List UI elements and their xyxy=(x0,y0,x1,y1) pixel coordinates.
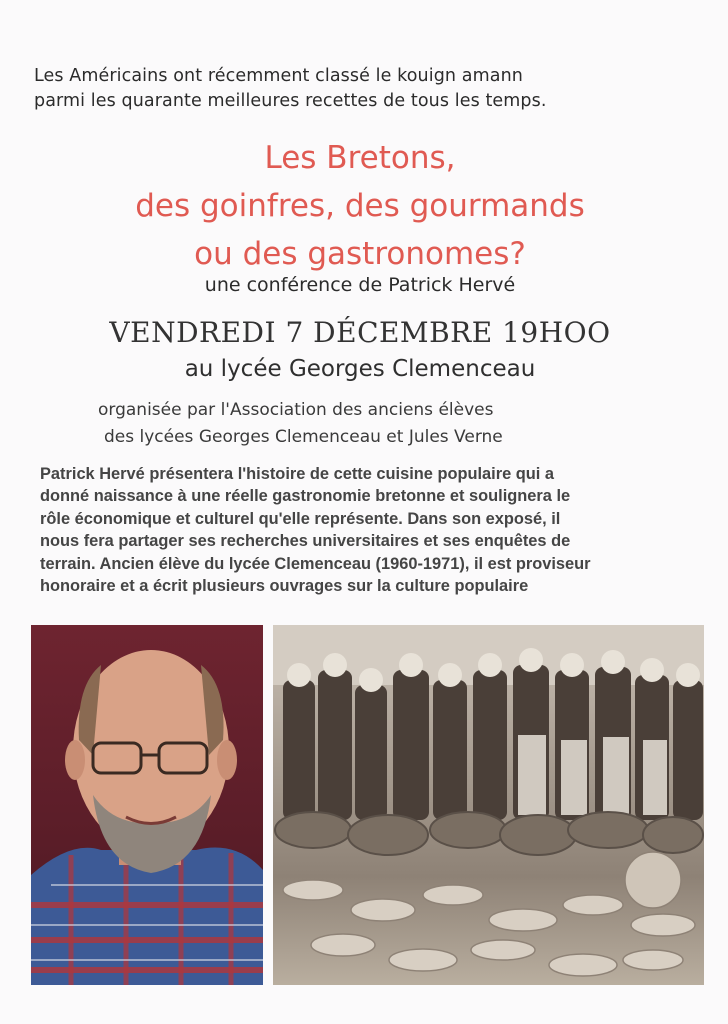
intro-line-1: Les Américains ont récemment classé le kouign amann xyxy=(34,66,523,86)
description-line-3: rôle économique et culturel qu'elle représente. Dans son exposé, il xyxy=(40,509,561,528)
speaker-portrait xyxy=(31,625,263,985)
organizer-line-1: organisée par l'Association des anciens élèves xyxy=(98,400,494,420)
event-venue: au lycée Georges Clemenceau xyxy=(184,356,536,382)
organizer xyxy=(40,397,680,451)
title-line-3: ou des gastronomes? xyxy=(194,236,526,272)
intro-line-2: parmi les quarante meilleures recettes de tous les temps. xyxy=(34,91,547,111)
description-line-6: honoraire et a écrit plusieurs ouvrages sur la culture populaire xyxy=(40,577,529,596)
historic-photo xyxy=(273,625,704,985)
description-line-5: terrain. Ancien élève du lycée Clemenceau (1960-1971), il est proviseur xyxy=(40,554,591,573)
historic-photo-illustration xyxy=(273,625,704,985)
intro-text xyxy=(34,64,704,114)
portrait-illustration xyxy=(31,625,263,985)
title-line-2: des goinfres, des gourmands xyxy=(135,188,585,224)
conference-title xyxy=(60,134,660,278)
description-line-4: nous fera partager ses recherches universitaires et ses enquêtes de xyxy=(40,532,571,551)
description-line-2: donné naissance à une réelle gastronomie bretonne et soulignera le xyxy=(40,487,571,506)
description-line-1: Patrick Hervé présentera l'histoire de cette cuisine populaire qui a xyxy=(40,465,555,483)
description xyxy=(40,463,705,597)
event-date: VENDREDI 7 DÉCEMBRE 19HOO xyxy=(109,316,611,349)
title-line-1: Les Bretons, xyxy=(264,140,456,176)
organizer-line-2: des lycées Georges Clemenceau et Jules Verne xyxy=(104,427,503,447)
speaker-subtitle: une conférence de Patrick Hervé xyxy=(204,274,516,296)
